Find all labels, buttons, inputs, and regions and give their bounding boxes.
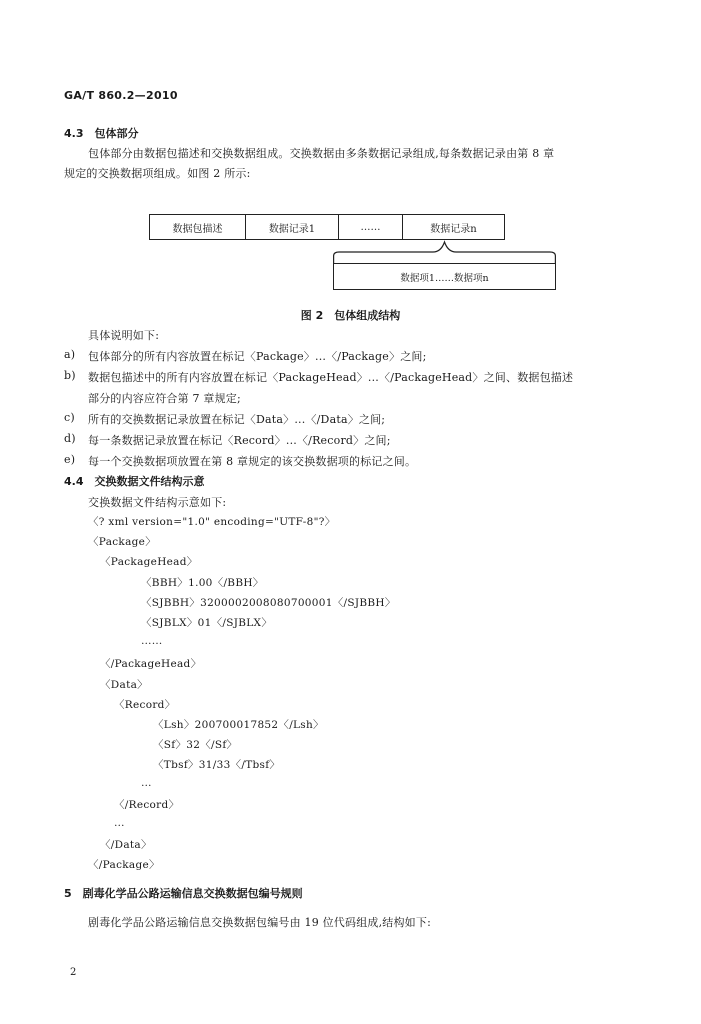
code-line: 〈Record〉 [114, 699, 176, 711]
code-line: 〈Package〉 [88, 536, 156, 548]
section-4-3-heading: 4.3 包体部分 [64, 127, 139, 140]
code-line: 〈Lsh〉200700017852〈/Lsh〉 [153, 719, 324, 731]
diagram-cell-record-n: 数据记录n [430, 223, 477, 235]
code-line: 〈SJBBH〉3200002008080700001〈/SJBBH〉 [141, 597, 396, 609]
code-line: 〈Data〉 [100, 679, 148, 691]
code-line: 〈/Package〉 [88, 859, 160, 871]
explain-item-marker: c) [64, 411, 75, 424]
section-4-4-intro: 交换数据文件结构示意如下: [88, 496, 227, 509]
explain-item-marker: a) [64, 348, 76, 361]
diagram-cell-ellipsis: …… [339, 215, 403, 239]
section-4-3-para-line2: 规定的交换数据项组成。如图 2 所示: [64, 167, 251, 180]
explain-item-marker: e) [64, 453, 76, 466]
explain-item-marker: b) [64, 369, 76, 382]
explain-item-text: 数据包描述中的所有内容放置在标记〈PackageHead〉...〈/PackageHead〉之间、数据包描述 [88, 371, 574, 384]
diagram-cell-package-description: 数据包描述 [150, 215, 246, 239]
explain-item-text-continued: 部分的内容应符合第 7 章规定; [88, 392, 241, 405]
diagram-cell-record-1: 数据记录1 [246, 215, 339, 239]
explain-intro: 具体说明如下: [88, 329, 160, 342]
explain-item-text: 每一条数据记录放置在标记〈Record〉...〈/Record〉之间; [88, 434, 391, 447]
code-line: 〈/Record〉 [114, 799, 180, 811]
page-number: 2 [70, 967, 77, 978]
explain-item-text: 包体部分的所有内容放置在标记〈Package〉...〈/Package〉之间; [88, 350, 427, 363]
explain-item-text: 所有的交换数据记录放置在标记〈Data〉...〈/Data〉之间; [88, 413, 386, 426]
code-line: …… [141, 635, 163, 647]
section-5-para: 剧毒化学品公路运输信息交换数据包编号由 19 位代码组成,结构如下: [88, 916, 431, 929]
standard-code-header: GA/T 860.2—2010 [64, 89, 178, 102]
explain-item-marker: d) [64, 432, 76, 445]
diagram-sub-box-data-items: 数据项1……数据项n [333, 263, 556, 290]
code-line: 〈BBH〉1.00〈/BBH〉 [141, 577, 264, 589]
code-line: 〈Tbsf〉31/33〈/Tbsf〉 [153, 759, 281, 771]
code-line: 〈Sf〉32〈/Sf〉 [153, 739, 238, 751]
code-line: … [114, 817, 125, 829]
code-line: 〈PackageHead〉 [100, 556, 198, 568]
code-line: 〈/Data〉 [100, 839, 152, 851]
code-line: 〈/PackageHead〉 [100, 658, 202, 670]
explain-item-text: 每一个交换数据项放置在第 8 章规定的该交换数据项的标记之间。 [88, 455, 417, 468]
section-4-4-heading: 4.4 交换数据文件结构示意 [64, 475, 205, 488]
diagram-brace [333, 238, 556, 264]
section-4-3-para-line1: 包体部分由数据包描述和交换数据组成。交换数据由多条数据记录组成,每条数据记录由第 8 章 [88, 147, 555, 160]
section-5-heading: 5 剧毒化学品公路运输信息交换数据包编号规则 [64, 887, 303, 900]
figure-2-caption: 图 2 包体组成结构 [300, 309, 401, 322]
code-line: … [141, 777, 152, 789]
package-body-diagram [149, 214, 505, 240]
code-line: 〈SJBLX〉01〈/SJBLX〉 [141, 617, 273, 629]
code-line: 〈? xml version="1.0" encoding="UTF-8"?〉 [88, 516, 336, 528]
